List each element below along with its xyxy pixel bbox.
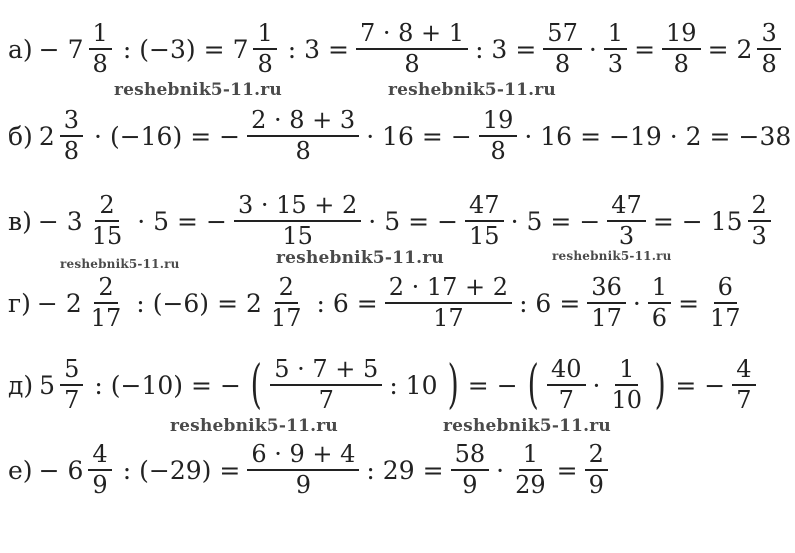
denominator: 8 <box>295 137 311 165</box>
math-operator: − <box>579 206 601 236</box>
numerator: 4 <box>88 442 111 471</box>
equation-v <box>4 188 778 254</box>
fraction <box>511 439 550 499</box>
mixed-number <box>67 18 115 78</box>
problem-label: е) <box>8 455 33 485</box>
numerator: 1 <box>519 442 542 471</box>
math-operator: (−16) <box>109 121 183 151</box>
math-operator: − <box>496 370 518 400</box>
numerator: 2 <box>94 275 117 304</box>
math-operator: − <box>681 206 703 236</box>
watermark: reshebnik5-11.ru <box>114 80 282 100</box>
math-operator: = <box>421 121 443 151</box>
math-operator: = <box>203 34 225 64</box>
fraction <box>608 354 647 414</box>
numerator: 5 · 7 + 5 <box>270 357 382 386</box>
numerator: 47 <box>465 193 504 222</box>
math-operator: − <box>37 206 59 236</box>
numerator: 3 · 15 + 2 <box>234 193 361 222</box>
math-operator: (−3) <box>139 34 196 64</box>
denominator: 8 <box>404 50 420 78</box>
equation-g <box>4 270 748 336</box>
denominator: 8 <box>63 137 79 165</box>
whole-part: 2 <box>65 288 82 318</box>
denominator: 8 <box>257 50 273 78</box>
numerator: 7 · 8 + 1 <box>356 21 468 50</box>
fraction <box>60 105 83 165</box>
numerator: 19 <box>479 108 518 137</box>
fraction <box>385 272 512 332</box>
numerator: 2 · 8 + 3 <box>247 108 359 137</box>
equation-a <box>4 16 788 82</box>
numerator: 6 <box>714 275 737 304</box>
math-operator: : <box>122 455 132 485</box>
fraction <box>87 272 126 332</box>
mixed-number <box>65 272 128 332</box>
math-operator: = <box>177 206 198 236</box>
fraction <box>757 18 780 78</box>
math-operator: · 5 <box>368 206 401 236</box>
fraction <box>356 18 468 78</box>
fraction <box>88 190 127 250</box>
fraction <box>543 18 582 78</box>
math-operator: = <box>580 121 602 151</box>
math-operator: : <box>122 34 132 64</box>
problem-label: г) <box>8 288 31 318</box>
denominator: 3 <box>751 222 767 250</box>
denominator: 9 <box>92 471 108 499</box>
whole-part: 15 <box>710 206 743 236</box>
math-operator: : 10 <box>389 370 438 400</box>
math-operator: = <box>707 34 729 64</box>
fraction <box>247 105 359 165</box>
denominator: 17 <box>90 304 122 332</box>
parenthesis: ( <box>250 355 262 415</box>
denominator: 7 <box>318 386 334 414</box>
numerator: 57 <box>543 21 582 50</box>
fraction <box>479 105 518 165</box>
fraction <box>604 18 627 78</box>
math-operator: = <box>356 288 378 318</box>
numerator: 2 <box>95 193 118 222</box>
math-operator: − <box>219 121 241 151</box>
whole-part: 6 <box>67 455 84 485</box>
math-operator: = <box>467 370 489 400</box>
watermark: reshebnik5-11.ru <box>443 416 611 436</box>
denominator: 15 <box>282 222 313 250</box>
numerator: 3 <box>60 108 83 137</box>
fraction <box>648 272 671 332</box>
whole-part: 2 <box>246 288 262 318</box>
numerator: 2 · 17 + 2 <box>385 275 512 304</box>
fraction <box>60 354 83 414</box>
mixed-number <box>246 272 308 332</box>
denominator: 9 <box>295 471 312 499</box>
whole-part: 5 <box>39 370 56 400</box>
fraction <box>587 272 626 332</box>
numerator: 1 <box>604 21 627 50</box>
numerator: 3 <box>757 21 780 50</box>
numerator: 1 <box>648 275 671 304</box>
fraction <box>607 190 646 250</box>
math-operator: · <box>496 455 505 485</box>
math-operator: = <box>678 288 700 318</box>
denominator: 29 <box>515 471 546 499</box>
fraction <box>88 439 111 499</box>
math-operator: = <box>556 455 578 485</box>
math-operator: = <box>634 34 656 64</box>
denominator: 7 <box>64 386 80 414</box>
math-operator: · 16 <box>524 121 573 151</box>
denominator: 3 <box>607 50 624 78</box>
math-operator: = <box>559 288 581 318</box>
math-operator: − <box>704 370 726 400</box>
denominator: 17 <box>433 304 464 332</box>
denominator: 8 <box>673 50 689 78</box>
watermark: reshebnik5-11.ru <box>276 248 444 268</box>
numerator: 6 · 9 + 4 <box>247 442 359 471</box>
fraction <box>451 439 490 499</box>
denominator: 7 <box>558 386 574 414</box>
math-operator: · <box>94 121 102 151</box>
mixed-number <box>736 18 784 78</box>
denominator: 17 <box>591 304 622 332</box>
numerator: 1 <box>89 21 112 50</box>
math-operator: : 3 <box>287 34 321 64</box>
fraction <box>732 354 755 414</box>
mixed-number <box>66 190 129 250</box>
math-operator: (−6) <box>152 288 210 318</box>
whole-part: 7 <box>232 34 249 64</box>
parenthesis: ( <box>527 355 539 415</box>
equation-d <box>4 352 759 418</box>
math-operator: − <box>38 455 60 485</box>
mixed-number <box>39 354 86 414</box>
math-operator: = <box>408 206 430 236</box>
denominator: 15 <box>469 222 500 250</box>
fraction <box>247 439 359 499</box>
denominator: 8 <box>92 50 108 78</box>
math-operator: = <box>219 455 241 485</box>
math-operator: : 6 <box>519 288 552 318</box>
numerator: 36 <box>587 275 626 304</box>
math-operator: (−29) <box>139 455 212 485</box>
math-operator: = <box>190 121 212 151</box>
math-operator: = <box>675 370 697 400</box>
math-operator: = <box>217 288 239 318</box>
denominator: 17 <box>270 304 302 332</box>
math-operator: − <box>437 206 459 236</box>
math-operator: = <box>328 34 349 64</box>
fraction <box>465 190 504 250</box>
watermark: reshebnik5-11.ru <box>552 249 672 263</box>
fraction <box>547 354 586 414</box>
mixed-number <box>38 105 86 165</box>
denominator: 8 <box>490 137 506 165</box>
math-operator: = <box>422 455 444 485</box>
denominator: 9 <box>588 471 604 499</box>
math-operator: · 16 <box>366 121 414 151</box>
parenthesis: ) <box>447 355 459 415</box>
math-operator: = <box>709 121 731 151</box>
denominator: 8 <box>761 50 777 78</box>
watermark: reshebnik5-11.ru <box>388 80 556 100</box>
math-operator: · <box>588 34 597 64</box>
math-operator: : 6 <box>316 288 349 318</box>
whole-part: 2 <box>736 34 753 64</box>
math-operator: · <box>592 370 601 400</box>
problem-label: а) <box>8 34 33 64</box>
numerator: 1 <box>615 357 638 386</box>
numerator: 2 <box>748 193 771 222</box>
math-operator: −19 · 2 <box>609 121 702 151</box>
numerator: 2 <box>275 275 298 304</box>
math-operator: = <box>652 206 674 236</box>
numerator: 5 <box>60 357 83 386</box>
problem-label: в) <box>8 206 32 236</box>
denominator: 15 <box>91 222 123 250</box>
math-operator: − <box>206 206 227 236</box>
fraction <box>585 439 608 499</box>
math-operator: · <box>632 288 641 318</box>
math-operator: − <box>220 370 241 400</box>
fraction <box>662 18 701 78</box>
problem-label: б) <box>8 121 33 151</box>
denominator: 7 <box>736 386 752 414</box>
math-operator: : 29 <box>366 455 415 485</box>
math-operator: : <box>136 288 145 318</box>
parenthesis: ) <box>654 355 666 415</box>
numerator: 4 <box>732 357 755 386</box>
fraction <box>270 354 382 414</box>
equation-e <box>4 437 611 503</box>
mixed-number <box>710 190 774 250</box>
math-operator: · 5 <box>137 206 170 236</box>
numerator: 1 <box>253 21 276 50</box>
fraction <box>89 18 112 78</box>
math-operator: − <box>450 121 472 151</box>
watermark: reshebnik5-11.ru <box>170 416 338 436</box>
whole-part: 3 <box>66 206 83 236</box>
math-operator: −38 <box>738 121 792 151</box>
mixed-number <box>232 18 280 78</box>
math-operator: − <box>38 34 60 64</box>
denominator: 17 <box>710 304 741 332</box>
numerator: 2 <box>585 442 608 471</box>
numerator: 19 <box>662 21 701 50</box>
equation-b <box>4 103 795 169</box>
fraction <box>267 272 306 332</box>
math-operator: (−10) <box>110 370 184 400</box>
denominator: 9 <box>462 471 478 499</box>
fraction <box>748 190 771 250</box>
denominator: 10 <box>611 386 643 414</box>
math-operator: : 3 <box>475 34 508 64</box>
whole-part: 7 <box>67 34 84 64</box>
math-operator: : <box>94 370 103 400</box>
numerator: 58 <box>451 442 490 471</box>
whole-part: 2 <box>38 121 55 151</box>
fraction <box>706 272 745 332</box>
fraction <box>234 190 361 250</box>
fraction <box>253 18 276 78</box>
math-operator: · 5 <box>510 206 543 236</box>
math-operator: = <box>191 370 212 400</box>
mixed-number <box>67 439 115 499</box>
numerator: 47 <box>607 193 646 222</box>
denominator: 8 <box>554 50 571 78</box>
denominator: 6 <box>651 304 668 332</box>
problem-label: д) <box>8 370 34 400</box>
numerator: 40 <box>547 357 586 386</box>
math-operator: = <box>515 34 537 64</box>
math-operator: = <box>550 206 572 236</box>
math-operator: − <box>36 288 58 318</box>
watermark: reshebnik5-11.ru <box>60 257 180 271</box>
denominator: 3 <box>618 222 635 250</box>
